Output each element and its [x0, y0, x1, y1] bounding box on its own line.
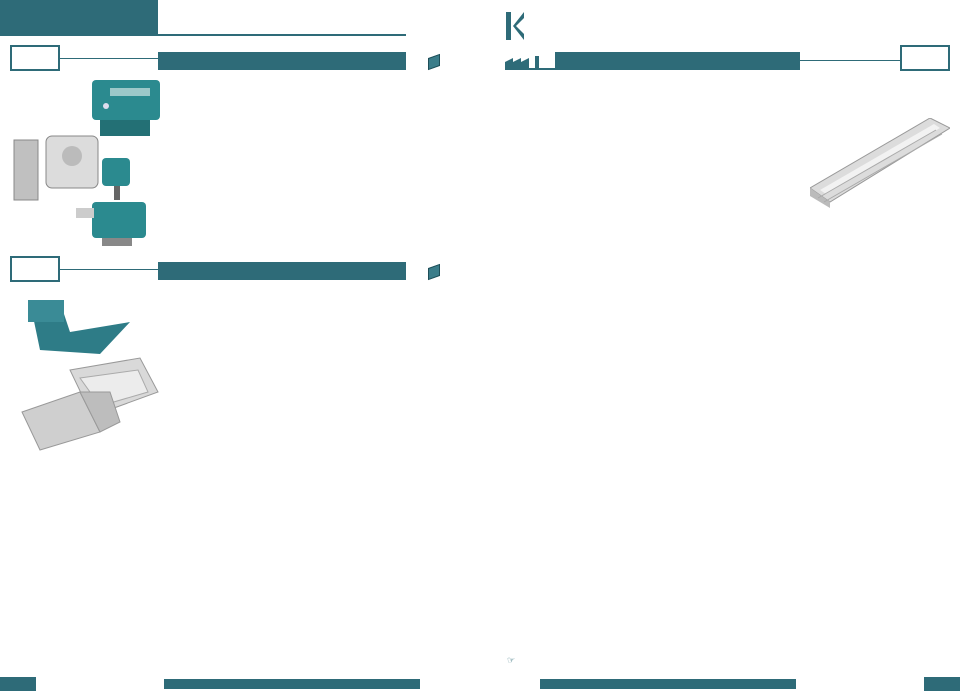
klefer-logo-mark	[506, 12, 524, 40]
category-plp	[10, 256, 60, 282]
category-line	[800, 60, 900, 61]
category-line	[60, 58, 158, 59]
hand-icon: ☞	[507, 655, 516, 665]
electric-contact-photo	[10, 76, 160, 251]
category-kce	[10, 45, 60, 71]
aluminium-guide-photo	[810, 118, 950, 208]
section-bar-contacts	[158, 52, 406, 70]
category-pps	[900, 45, 950, 71]
category-line	[60, 269, 158, 270]
header-rule	[158, 0, 406, 36]
page-number-left	[0, 677, 36, 691]
cube-icon	[428, 264, 440, 280]
page-number-right	[924, 677, 960, 691]
factory-icon	[505, 56, 555, 70]
page-title	[0, 0, 158, 36]
footer-contact-left	[164, 679, 420, 689]
cube-icon	[428, 54, 440, 70]
section-bar-cams	[158, 262, 406, 280]
cam-photo	[10, 292, 160, 462]
footer-contact-right	[540, 679, 796, 689]
section-bar-guide	[555, 52, 800, 70]
